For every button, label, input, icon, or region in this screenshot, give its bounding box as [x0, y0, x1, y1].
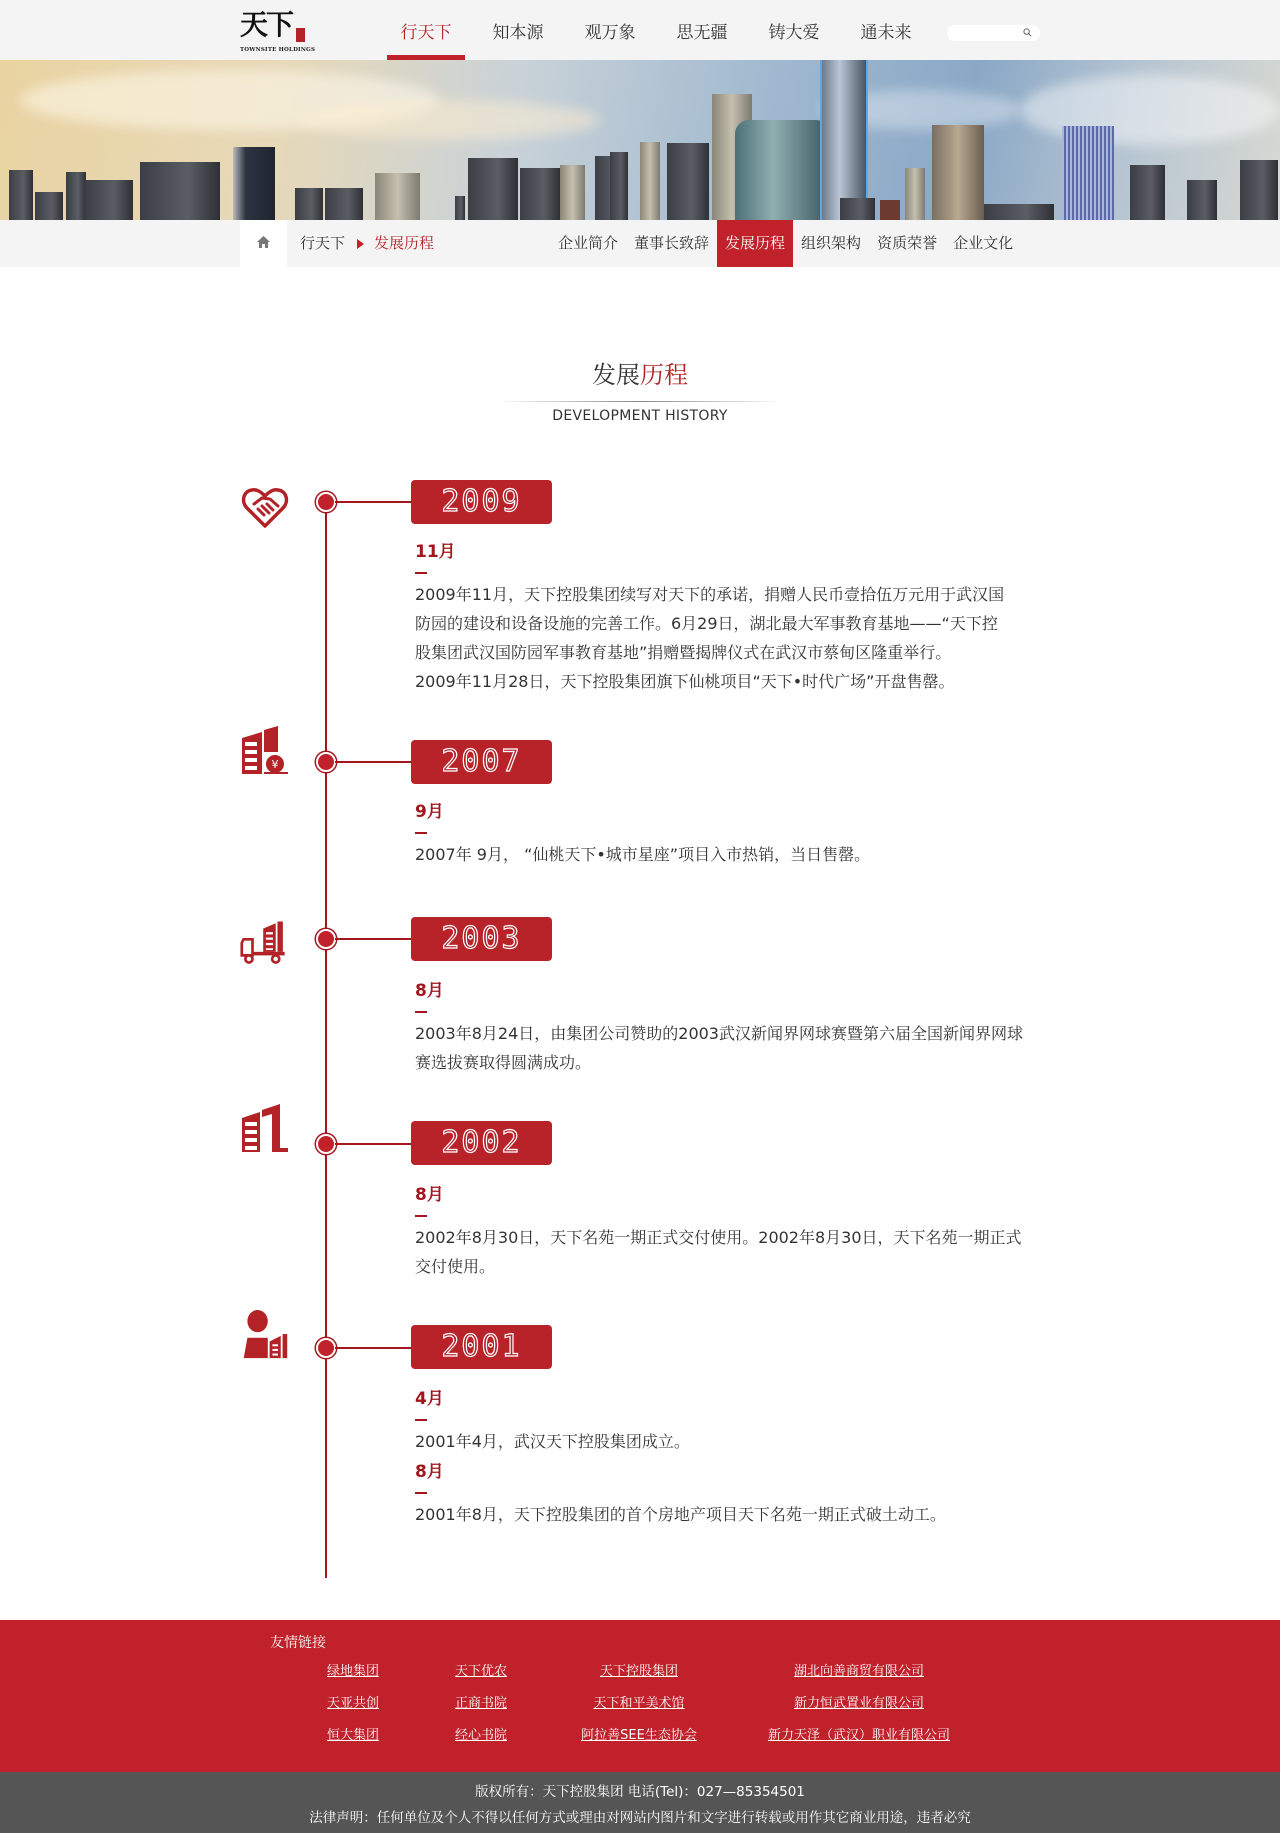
year-badge: 2007 [411, 740, 552, 784]
footer-links-section [0, 1620, 1280, 1772]
sub-nav [0, 220, 1280, 267]
month-dash [415, 572, 427, 574]
footer-link[interactable]: 阿拉善SEE生态协会 [581, 1728, 697, 1743]
logo-text: 天下 [240, 8, 293, 41]
footer-link[interactable]: 新力天泽（武汉）职业有限公司 [767, 1728, 951, 1743]
nav-item-zhudaai[interactable]: 铸大爱 [768, 23, 820, 43]
nav-item-siwujiang[interactable]: 思无疆 [676, 23, 728, 43]
event-line: 2009年11月，天下控股集团续写对天下的承诺，捐赠人民币壹拾伍万元用于武汉国 [415, 585, 1005, 604]
footer-link[interactable]: 天下控股集团 [599, 1664, 679, 1679]
timeline-connector [335, 1143, 411, 1145]
title-part-1: 发展 [592, 361, 640, 389]
main-nav [380, 0, 932, 60]
footer-link[interactable]: 绿地集团 [326, 1664, 380, 1679]
building-yuan-icon [240, 726, 290, 776]
footer-link[interactable]: 天下和平美术馆 [593, 1696, 685, 1711]
event-body [415, 800, 1045, 869]
event-line: 防园的建设和设备设施的完善工作。6月29日，湖北最大军事教育基地——“天下控 [415, 614, 998, 633]
event-line: 股集团武汉国防园军事教育基地”捐赠暨揭牌仪式在武汉市蔡甸区隆重举行。 [415, 643, 952, 662]
breadcrumb [300, 220, 434, 267]
sub-tabs [550, 220, 1021, 267]
year-badge: 2002 [411, 1121, 552, 1165]
event-body [415, 979, 1045, 1077]
timeline-dot [316, 929, 336, 949]
person-building-icon [240, 1310, 290, 1360]
timeline-connector [335, 938, 411, 940]
event-body [415, 1387, 1045, 1529]
month-dash [415, 1492, 427, 1494]
page-title [0, 355, 1280, 395]
event-month: 4月 [415, 1389, 444, 1409]
timeline-axis [325, 503, 327, 1578]
event-body [415, 540, 1045, 696]
event-text [415, 580, 1045, 696]
logo[interactable] [240, 8, 316, 54]
timeline-dot [316, 1134, 336, 1154]
nav-item-guanwanxiang[interactable]: 观万象 [584, 23, 636, 43]
svg-text:¥: ¥ [271, 758, 279, 771]
tab-company-profile[interactable]: 企业简介 [558, 234, 619, 252]
event-month: 8月 [415, 1185, 444, 1205]
footer-link[interactable]: 湖北向善商贸有限公司 [793, 1664, 925, 1679]
event-text [415, 840, 1045, 869]
event-month: 8月 [415, 1462, 444, 1482]
event-line: 赛选拔赛取得圆满成功。 [415, 1053, 592, 1072]
friend-links-label: 友情链接 [270, 1635, 326, 1651]
section-heading [0, 355, 1280, 424]
footer-link[interactable]: 经心书院 [454, 1728, 508, 1743]
legal-notice: 法律声明：任何单位及个人不得以任何方式或理由对网站内图片和文字进行转载或用作其它商业用途，违者必究 [309, 1810, 971, 1826]
nav-item-tongweilai[interactable]: 通未来 [860, 23, 912, 43]
timeline-connector [335, 761, 411, 763]
title-divider [495, 401, 785, 402]
tab-culture[interactable]: 企业文化 [953, 234, 1014, 252]
search-box [947, 25, 1040, 41]
footer-link[interactable]: 正商书院 [454, 1696, 508, 1711]
footer-link[interactable]: 恒大集团 [326, 1728, 380, 1743]
event-line: 2003年8月24日，由集团公司赞助的2003武汉新闻界网球赛暨第六届全国新闻界网球 [415, 1024, 1023, 1043]
timeline-dot [316, 492, 336, 512]
footer-link[interactable]: 天下优农 [454, 1664, 508, 1679]
event-text [415, 1500, 1045, 1529]
search-input[interactable] [955, 26, 1021, 40]
nav-item-xingtianxia[interactable]: 行天下 [380, 0, 472, 60]
tab-development-history[interactable]: 发展历程 [717, 220, 793, 267]
home-icon [257, 236, 270, 248]
month-dash [415, 832, 427, 834]
event-line: 2001年4月，武汉天下控股集团成立。 [415, 1432, 690, 1451]
nav-item-zhibenyuan[interactable]: 知本源 [492, 23, 544, 43]
footer-link[interactable]: 天亚共创 [326, 1696, 380, 1711]
banner-image [0, 60, 1280, 220]
timeline-connector [335, 501, 411, 503]
copyright-text: 版权所有：天下控股集团 电话(Tel)：027—85354501 [475, 1784, 805, 1800]
month-dash [415, 1215, 427, 1217]
home-button[interactable] [240, 220, 287, 267]
truck-building-icon [240, 917, 290, 967]
event-text [415, 1427, 1045, 1456]
event-line: 2001年8月，天下控股集团的首个房地产项目天下名苑一期正式破土动工。 [415, 1505, 946, 1524]
timeline-connector [335, 1347, 411, 1349]
event-line: 2007年 9月， “仙桃天下•城市星座”项目入市热销，当日售罄。 [415, 845, 871, 864]
event-text [415, 1019, 1045, 1077]
event-line: 2002年8月30日，天下名苑一期正式交付使用。2002年8月30日，天下名苑一期正式 [415, 1228, 1022, 1247]
breadcrumb-arrow-icon [357, 239, 364, 249]
timeline-dot [316, 752, 336, 772]
event-month: 11月 [415, 542, 456, 562]
building-icon [240, 1104, 290, 1154]
event-text [415, 1223, 1045, 1281]
event-month: 9月 [415, 802, 444, 822]
tab-honors[interactable]: 资质荣誉 [877, 234, 938, 252]
logo-english: TOWNSITE HOLDINGS [240, 47, 316, 53]
event-line: 交付使用。 [415, 1257, 496, 1276]
month-dash [415, 1011, 427, 1013]
year-badge: 2009 [411, 480, 552, 524]
title-part-2: 历程 [640, 361, 688, 389]
timeline-dot [316, 1338, 336, 1358]
page-subtitle: DEVELOPMENT HISTORY [552, 408, 728, 424]
top-header [0, 0, 1280, 60]
footer-link[interactable]: 新力恒武置业有限公司 [793, 1696, 925, 1711]
search-icon[interactable] [1023, 28, 1032, 37]
handshake-heart-icon [240, 482, 290, 532]
logo-seal [296, 28, 305, 42]
year-badge: 2003 [411, 917, 552, 961]
breadcrumb-current: 发展历程 [374, 234, 435, 252]
tab-organization[interactable]: 组织架构 [801, 234, 862, 252]
year-badge: 2001 [411, 1325, 552, 1369]
breadcrumb-parent[interactable]: 行天下 [300, 234, 346, 252]
event-line: 2009年11月28日，天下控股集团旗下仙桃项目“天下•时代广场”开盘售罄。 [415, 672, 955, 691]
copyright-bar [0, 1772, 1280, 1833]
month-dash [415, 1419, 427, 1421]
event-body [415, 1183, 1045, 1281]
tab-chairman-speech[interactable]: 董事长致辞 [634, 234, 710, 252]
event-month: 8月 [415, 981, 444, 1001]
